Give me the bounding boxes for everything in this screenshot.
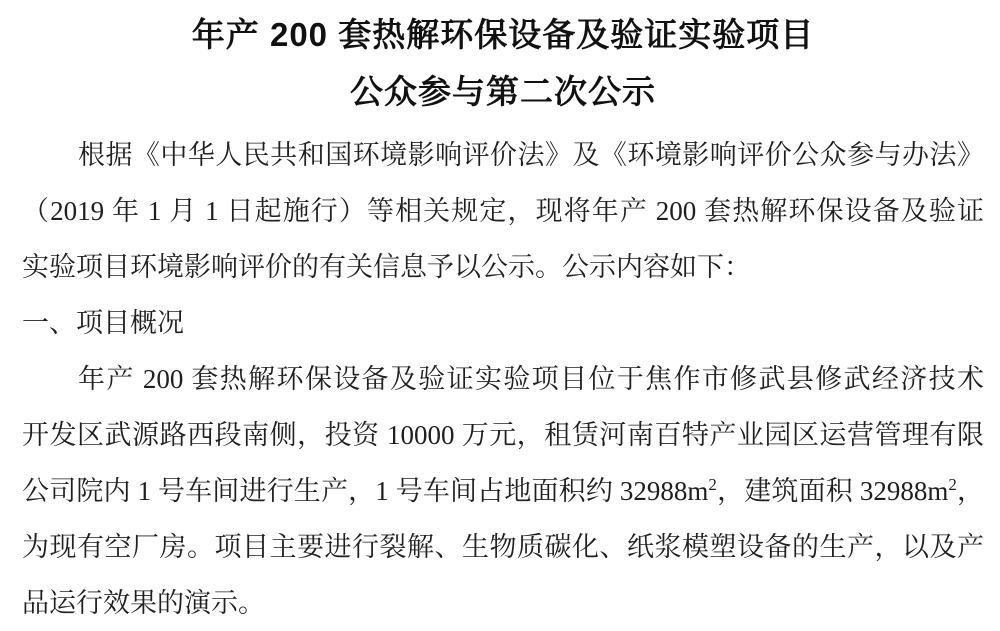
body-line-3: 实验项目环境影响评价的有关信息予以公示。公示内容如下： bbox=[22, 252, 751, 282]
body-line-5: 年产 200 套热解环保设备及验证实验项目位于焦作市修武县修武经济技术 bbox=[78, 364, 984, 394]
body-line-2: （2019 年 1 月 1 日起施行）等相关规定，现将年产 200 套热解环保设备及验证 bbox=[22, 196, 984, 226]
body-line-7 bbox=[22, 463, 984, 519]
body-line-7-seg-3: ， bbox=[956, 476, 984, 506]
body-line-6: 开发区武源路西段南侧，投资 10000 万元，租赁河南百特产业园区运营管理有限 bbox=[22, 420, 984, 450]
section-heading-1: 一、项目概况 bbox=[22, 308, 184, 338]
document-title bbox=[22, 6, 984, 120]
body-line-9: 品运行效果的演示。 bbox=[22, 588, 265, 618]
document-body bbox=[22, 127, 984, 631]
superscript-2: 2 bbox=[948, 475, 957, 494]
superscript-2: 2 bbox=[708, 475, 717, 494]
title-line-2: 公众参与第二次公示 bbox=[350, 73, 656, 110]
body-line-8: 为现有空厂房。项目主要进行裂解、生物质碳化、纸浆模塑设备的生产，以及产 bbox=[22, 532, 984, 562]
body-line-1: 根据《中华人民共和国环境影响评价法》及《环境影响评价公众参与办法》 bbox=[78, 140, 984, 170]
title-line-1: 年产 200 套热解环保设备及验证实验项目 bbox=[191, 16, 815, 53]
body-line-7-seg-2: ，建筑面积 32988m bbox=[716, 476, 949, 506]
body-line-7-seg-1: 公司院内 1 号车间进行生产，1 号车间占地面积约 32988m bbox=[22, 476, 709, 506]
